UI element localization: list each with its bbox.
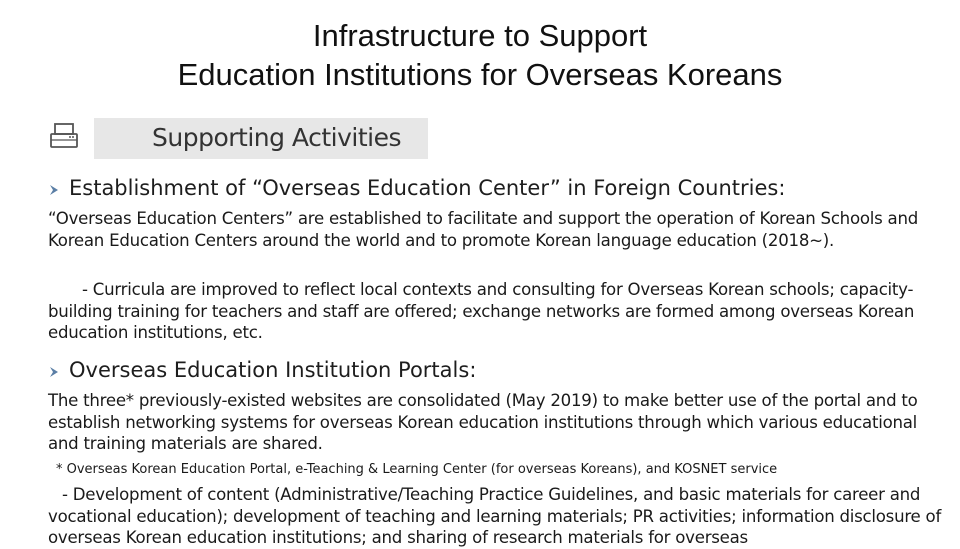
paragraph-centers: “Overseas Education Centers” are established to facilitate and support the operation of Korean Schools and Korean Education Centers around the world and to promote Korean language education (2018~). <box>48 209 919 250</box>
heading-text: Overseas Education Institution Portals: <box>69 358 477 382</box>
paragraph-curricula: - Curricula are improved to reflect local contexts and consulting for Overseas Korean schools; capacity-building training for teachers and staff are offered; exchange networks are formed among overseas Korean education institutions, etc. <box>48 280 915 342</box>
section-label: Supporting Activities <box>152 123 401 152</box>
arrow-bullet-icon <box>48 184 60 196</box>
paragraph-websites: The three* previously-existed websites are consolidated (May 2019) to make better use of the portal and to establish networking systems for overseas Korean education institutions through which various educational and training materials are shared. <box>48 391 918 453</box>
title-line-2: Education Institutions for Overseas Koreans <box>177 57 783 92</box>
arrow-bullet-icon <box>48 366 60 378</box>
heading-text: Establishment of “Overseas Education Center” in Foreign Countries: <box>69 176 786 200</box>
paragraph-content-development: - Development of content (Administrative/Teaching Practice Guidelines, and basic materials for career and vocational education); development of teaching and learning materials; PR activities; information disclosure of overseas Korean education institutions; and sharing of research materials for overseas <box>48 485 942 547</box>
title-line-1: Infrastructure to Support <box>312 18 648 53</box>
printer-icon <box>48 121 80 153</box>
slide-title <box>0 16 960 94</box>
footnote: * Overseas Korean Education Portal, e-Teaching & Learning Center (for overseas Koreans), and KOSNET service <box>56 462 778 477</box>
section-label-box <box>94 118 428 159</box>
